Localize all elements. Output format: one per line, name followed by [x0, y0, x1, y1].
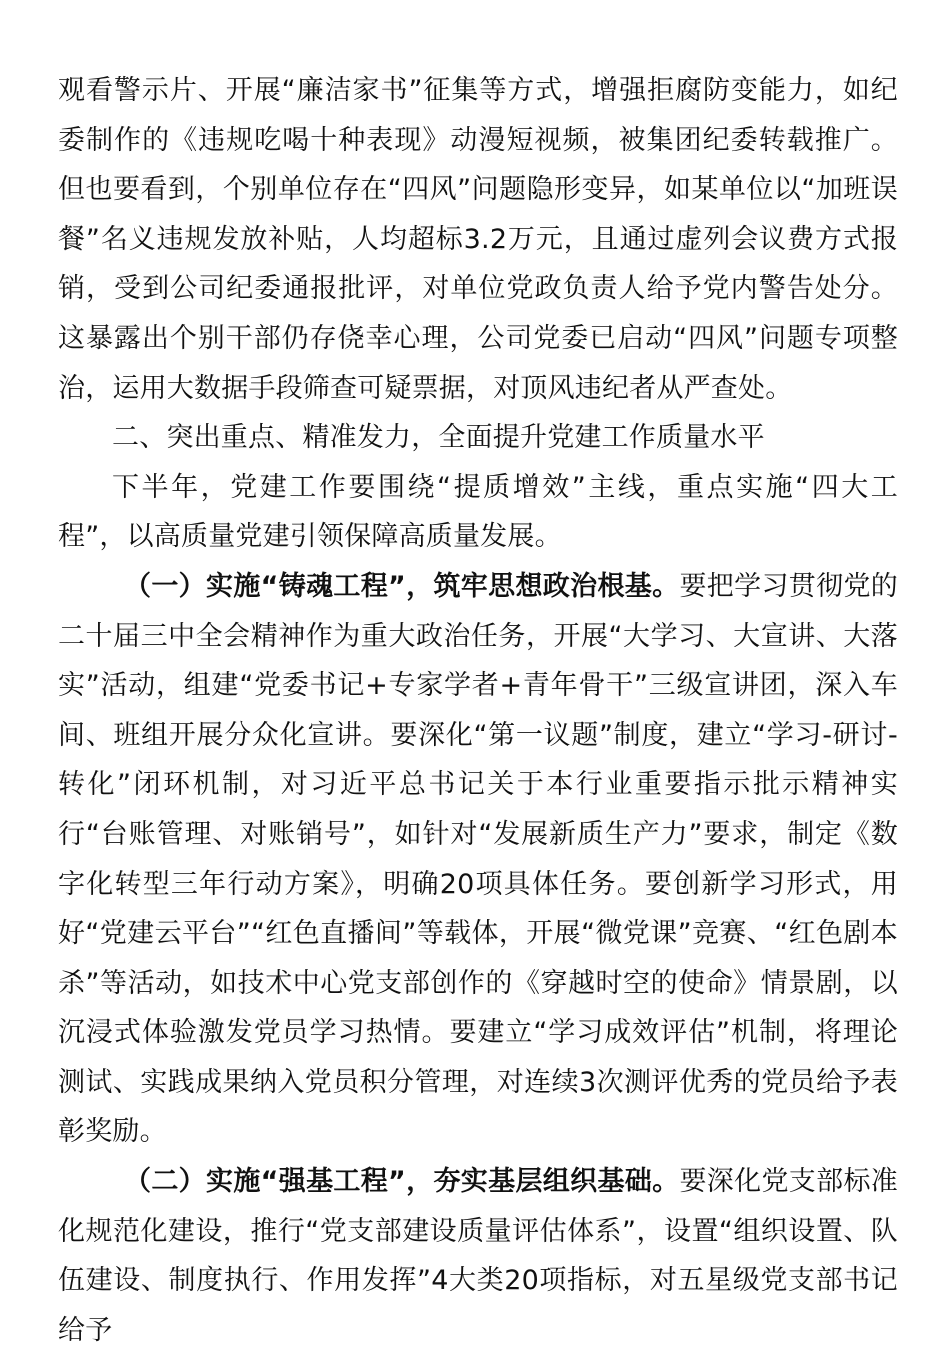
paragraph-text: 要把学习贯彻党的二十届三中全会精神作为重大政治任务，开展“大学习、大宣讲、大落实”活动，组建“党委书记+专家学者+青年骨干”三级宣讲团，深入车间、班组开展分众化宣讲。要深化“第一议题”制度，建立“学习-研讨-转化”闭环机制，对习近平总书记关于本行业重要指示批示精神实行“台账管理、对账销号”，如针对“发展新质生产力”要求，制定《数字化转型三年行动方案》，明确20项具体任务。要创新学习形式，用好“党建云平台”“红色直播间”等载体，开展“微党课”竞赛、“红色剧本杀”等活动，如技术中心党支部创作的《穿越时空的使命》情景剧，以沉浸式体验激发党员学习热情。要建立“学习成效评估”机制，将理论测试、实践成果纳入党员积分管理，对连续3次测评优秀的党员给予表彰奖励。	[58, 570, 898, 1148]
paragraph-text: 下半年，党建工作要围绕“提质增效”主线，重点实施“四大工程”，以高质量党建引领保障高质量发展。	[58, 471, 898, 553]
section-heading-text: 二、突出重点、精准发力，全面提升党建工作质量水平	[112, 422, 765, 454]
subsection-heading: （一）实施“铸魂工程”，筑牢思想政治根基。	[124, 570, 680, 602]
paragraph-text: 观看警示片、开展“廉洁家书”征集等方式，增强拒腐防变能力，如纪委制作的《违规吃喝十种表现》动漫短视频，被集团纪委转载推广。但也要看到，个别单位存在“四风”问题隐形变异，如某单位以“加班误餐”名义违规发放补贴，人均超标3.2万元，且通过虚列会议费方式报销，受到公司纪委通报批评，对单位党政负责人给予党内警告处分。这暴露出个别干部仍存侥幸心理，公司党委已启动“四风”问题专项整治，运用大数据手段筛查可疑票据，对顶风违纪者从严查处。	[58, 75, 898, 404]
paragraph-second-half-plan	[58, 463, 898, 562]
paragraph-soul-project	[58, 562, 898, 1157]
paragraph-foundation-project	[58, 1157, 898, 1355]
paragraph-text: 要深化党支部标准化规范化建设，推行“党支部建设质量评估体系”，设置“组织设置、队伍建设、制度执行、作用发挥”4大类20项指标，对五星级党支部书记给予	[58, 1166, 898, 1346]
document-body	[58, 66, 898, 1355]
section-heading-two	[58, 413, 898, 463]
paragraph-integrity-supervision	[58, 66, 898, 413]
subsection-heading: （二）实施“强基工程”，夯实基层组织基础。	[124, 1166, 680, 1198]
